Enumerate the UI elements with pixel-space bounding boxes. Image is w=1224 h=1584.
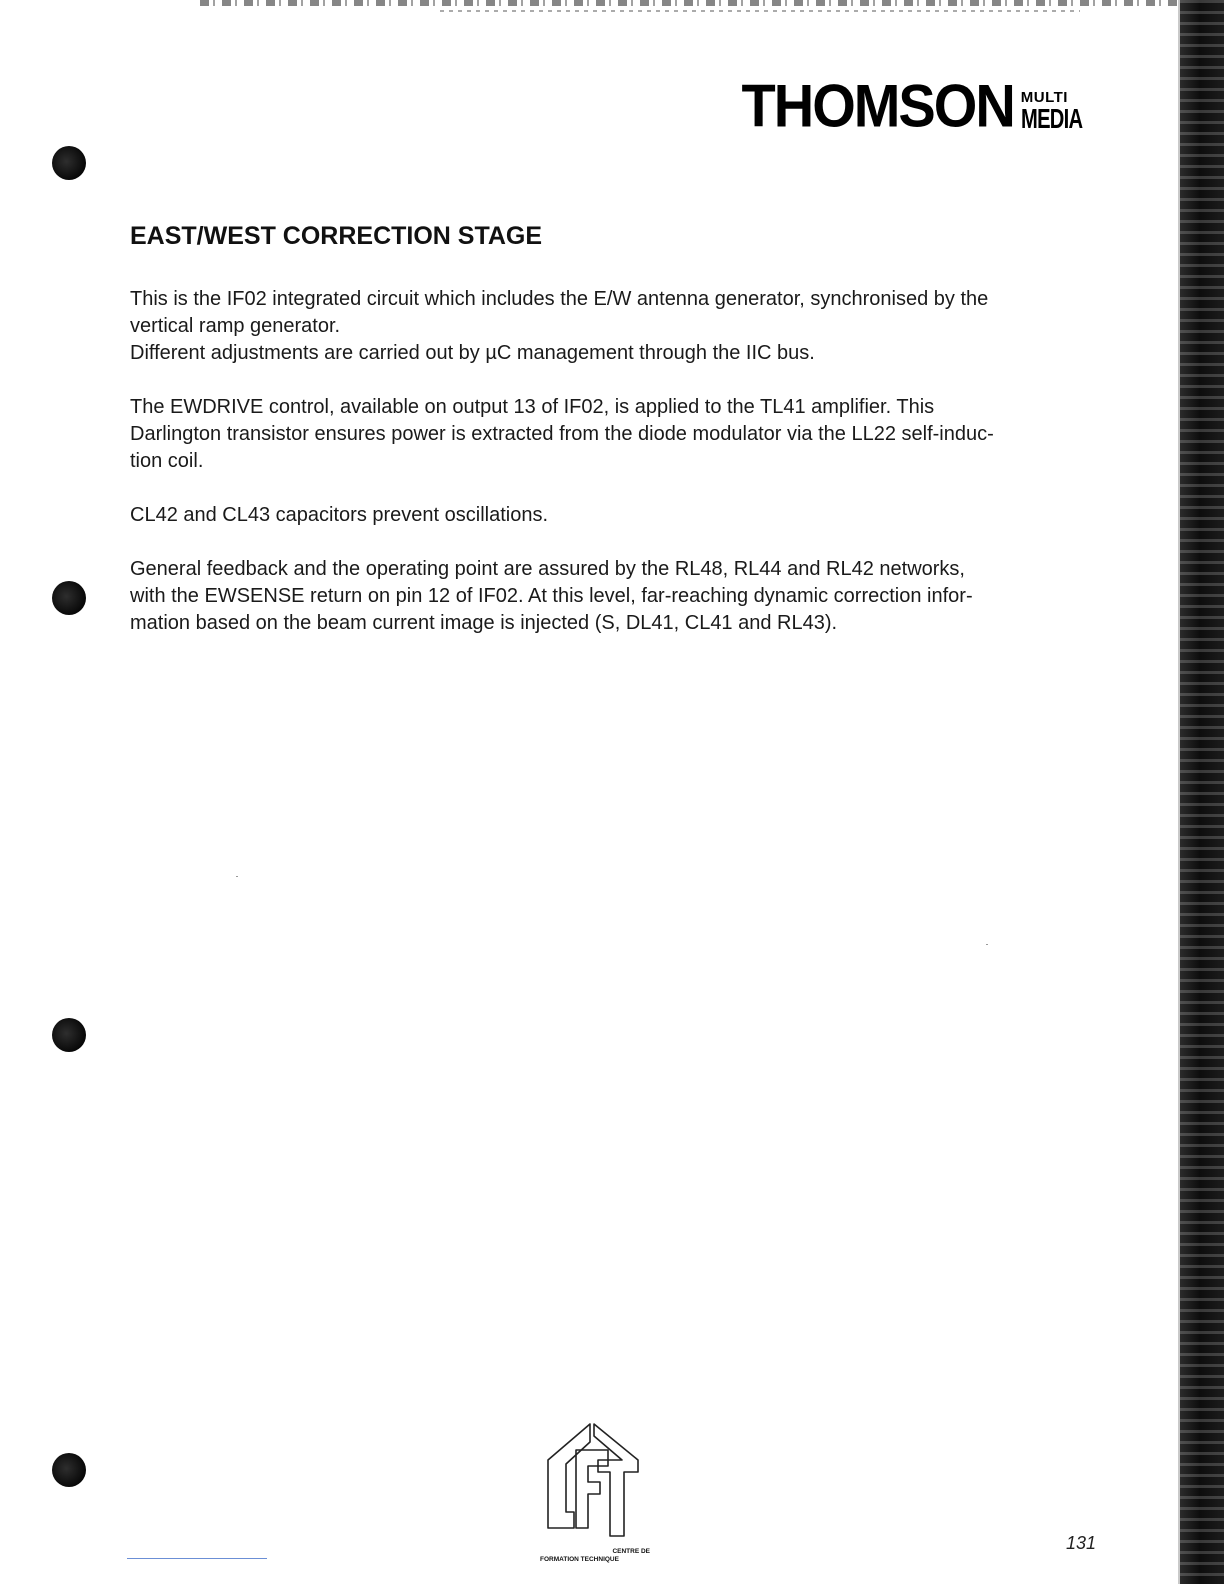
punch-hole (52, 146, 86, 180)
logo-subtitle (1021, 90, 1106, 136)
text-line: mation based on the beam current image is injected (S, DL41, CL41 and RL43). (130, 612, 838, 634)
text-line: General feedback and the operating point are assured by the RL48, RL44 and RL42 networks, (130, 558, 965, 580)
text-line: vertical ramp generator. (130, 315, 341, 337)
text-line: Darlington transistor ensures power is extracted from the diode modulator via the LL22 self-induc- (130, 423, 994, 445)
cft-caption-line1: CENTRE DE (612, 1548, 650, 1555)
paragraph-ewdrive (130, 394, 1092, 475)
cft-logo (530, 1420, 650, 1580)
paragraph-capacitors (130, 502, 1092, 529)
section-body (130, 286, 1092, 664)
punch-hole (52, 581, 86, 615)
cft-caption-line2: FORMATION TECHNIQUE (540, 1556, 619, 1563)
text-line: tion coil. (130, 450, 204, 472)
footer-rule (127, 1558, 267, 1559)
text-line: The EWDRIVE control, available on output 13 of IF02, is applied to the TL41 amplifier. This (130, 396, 935, 418)
text-line: This is the IF02 integrated circuit which includes the E/W antenna generator, synchronised by the (130, 288, 989, 310)
scan-top-edge (200, 0, 1185, 6)
page-number: 131 (1066, 1533, 1097, 1553)
logo-subtitle-line2: MEDIA (1020, 103, 1083, 134)
logo-brand: THOMSON (741, 71, 1014, 140)
section-heading: EAST/WEST CORRECTION STAGE (130, 222, 543, 250)
scan-top-dots (440, 10, 1080, 12)
scan-right-edge (1180, 0, 1224, 1584)
scan-speck (236, 876, 238, 877)
text-line: with the EWSENSE return on pin 12 of IF02. At this level, far-reaching dynamic correction infor- (130, 585, 973, 607)
scan-speck (986, 944, 988, 945)
text-line: CL42 and CL43 capacitors prevent oscillations. (130, 504, 549, 526)
logo-subtitle-line1: MULTI (1020, 89, 1068, 106)
text-line: Different adjustments are carried out by µC management through the IIC bus. (130, 342, 815, 364)
paragraph-ic-description (130, 286, 1092, 367)
punch-hole (52, 1453, 86, 1487)
thomson-multimedia-logo (741, 71, 1106, 140)
paragraph-feedback (130, 556, 1092, 637)
punch-hole (52, 1018, 86, 1052)
cft-logo-mark (538, 1420, 650, 1544)
cft-logo-caption (530, 1548, 650, 1564)
